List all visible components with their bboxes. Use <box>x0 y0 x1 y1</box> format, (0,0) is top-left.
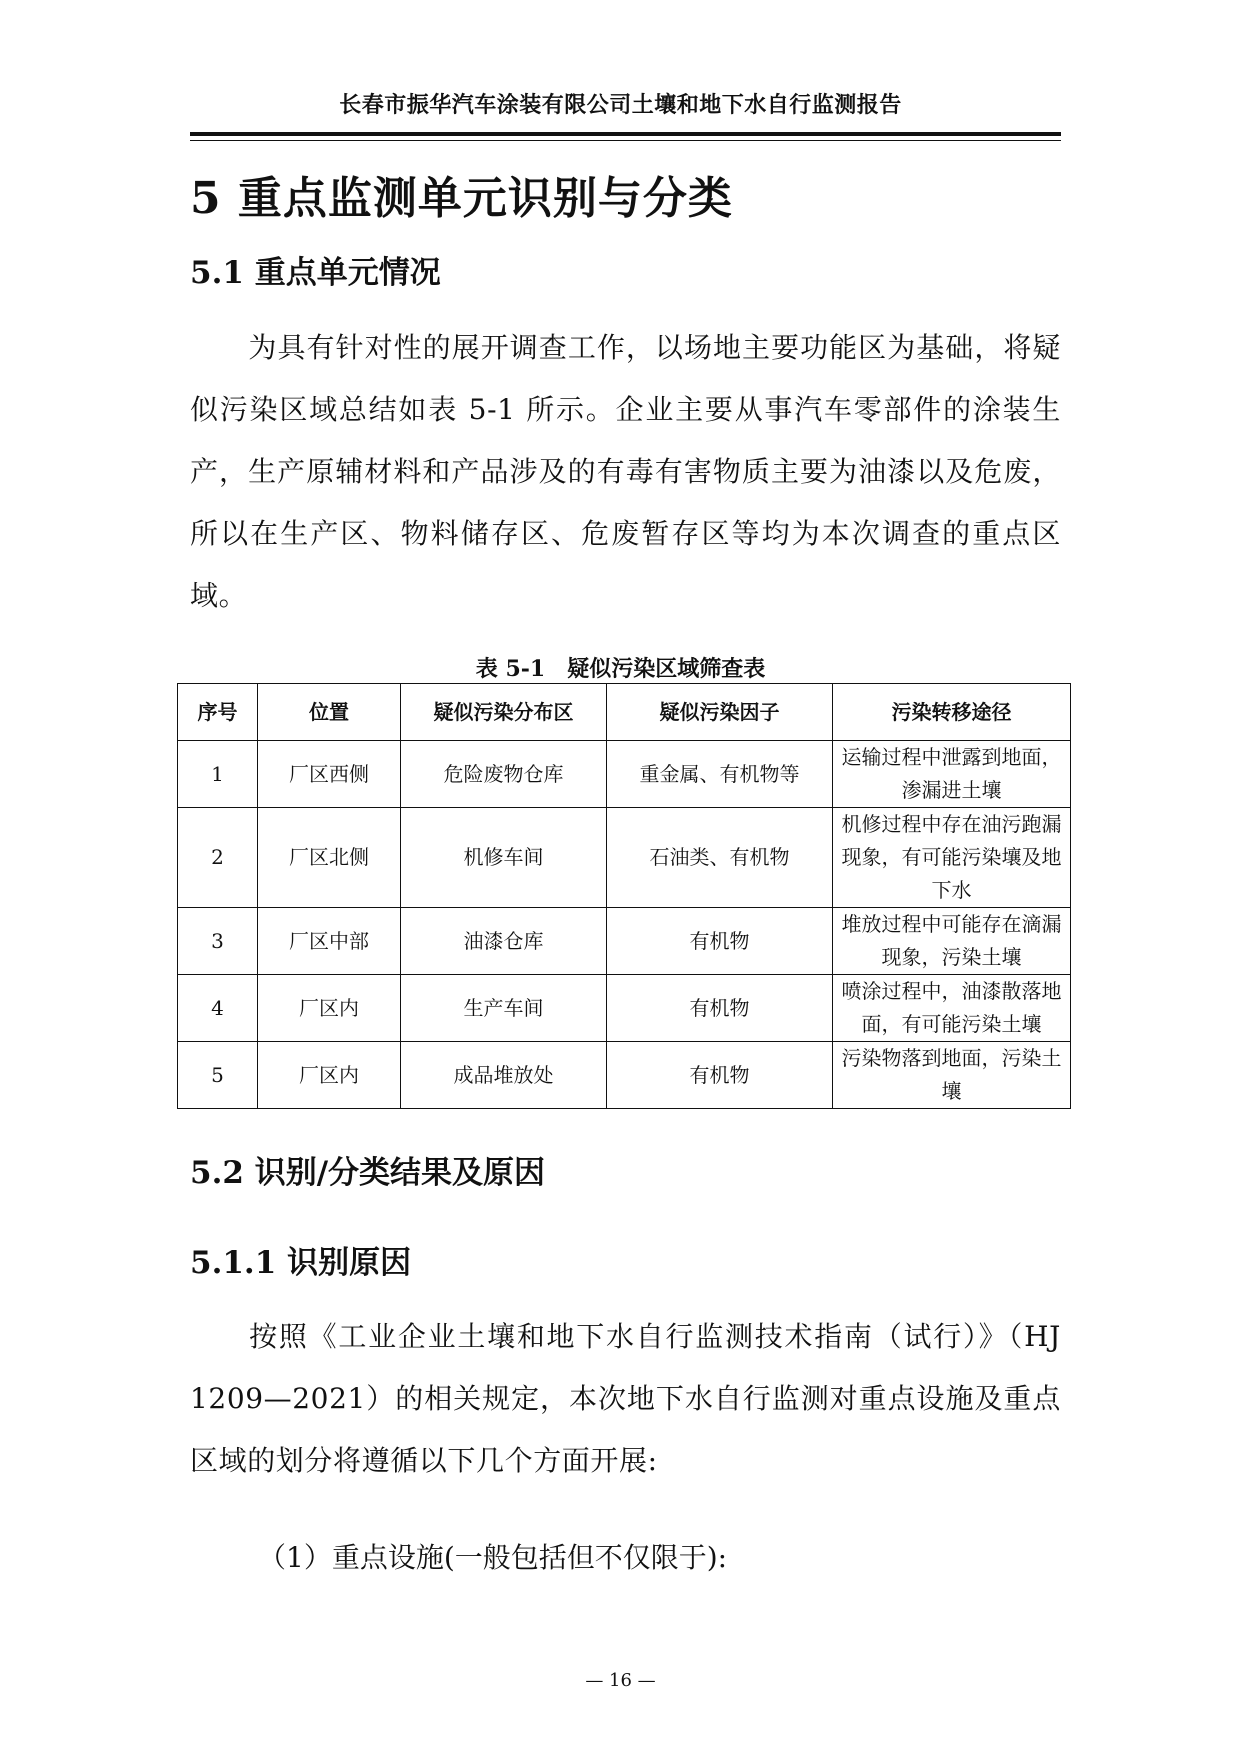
section-5-1-text: 为具有针对性的展开调查工作，以场地主要功能区为基础，将疑似污染区域总结如表 5-1 所示。企业主要从事汽车零部件的涂装生产，生产原辅材料和产品涉及的有毒有害物质主要为油漆以及危废，所以在生产区、物料储存区、危废暂存区等均为本次调查的重点区域。 <box>190 331 1061 612</box>
list-item-1: （1）重点设施(一般包括但不仅限于): <box>258 1541 728 1574</box>
table-cell: 4 <box>178 975 258 1042</box>
header-rule-thin <box>190 140 1061 141</box>
table-cell: 厂区北侧 <box>258 808 401 908</box>
table-row <box>178 975 1071 1042</box>
table-cell: 危险废物仓库 <box>401 741 607 808</box>
table-cell: 厂区内 <box>258 975 401 1042</box>
table-cell: 有机物 <box>607 975 833 1042</box>
table-cell: 有机物 <box>607 1042 833 1109</box>
section-heading-5-1-1: 5.1.1 识别原因 <box>190 1245 412 1281</box>
header-cell-pathway: 污染转移途径 <box>833 684 1071 741</box>
table-cell: 5 <box>178 1042 258 1109</box>
table-cell: 有机物 <box>607 908 833 975</box>
document-header-title: 长春市振华汽车涂装有限公司土壤和地下水自行监测报告 <box>339 93 902 118</box>
table-cell: 机修过程中存在油污跑漏现象，有可能污染壤及地下水 <box>833 808 1071 908</box>
header-rule-thick <box>190 132 1061 136</box>
table-cell: 厂区中部 <box>258 908 401 975</box>
table-cell: 1 <box>178 741 258 808</box>
table-row <box>178 908 1071 975</box>
table-cell: 厂区内 <box>258 1042 401 1109</box>
screening-table <box>177 683 1071 1109</box>
table-cell: 2 <box>178 808 258 908</box>
table-cell: 喷涂过程中，油漆散落地面，有可能污染土壤 <box>833 975 1071 1042</box>
table-caption: 表 5-1 疑似污染区域筛查表 <box>475 656 766 682</box>
section-heading-5-2: 5.2 识别/分类结果及原因 <box>190 1155 546 1191</box>
table-header-row <box>178 684 1071 741</box>
table-cell: 3 <box>178 908 258 975</box>
table-cell: 运输过程中泄露到地面，渗漏进土壤 <box>833 741 1071 808</box>
table-cell: 油漆仓库 <box>401 908 607 975</box>
table-cell: 石油类、有机物 <box>607 808 833 908</box>
chapter-heading: 5 重点监测单元识别与分类 <box>190 173 733 224</box>
section-5-1-paragraph <box>190 317 1061 627</box>
table-cell: 成品堆放处 <box>401 1042 607 1109</box>
section-5-1-1-text: 按照《工业企业土壤和地下水自行监测技术指南（试行）》（HJ 1209—2021）的相关规定，本次地下水自行监测对重点设施及重点区域的划分将遵循以下几个方面开展: <box>190 1320 1061 1477</box>
table-row <box>178 1042 1071 1109</box>
header-cell-factor: 疑似污染因子 <box>607 684 833 741</box>
header-cell-area: 疑似污染分布区 <box>401 684 607 741</box>
page-number: — 16 — <box>585 1670 656 1691</box>
header-cell-location: 位置 <box>258 684 401 741</box>
table-cell: 污染物落到地面，污染土壤 <box>833 1042 1071 1109</box>
table-cell: 机修车间 <box>401 808 607 908</box>
section-heading-5-1: 5.1 重点单元情况 <box>190 255 441 291</box>
table-cell: 生产车间 <box>401 975 607 1042</box>
table-cell: 重金属、有机物等 <box>607 741 833 808</box>
section-5-1-1-paragraph <box>190 1306 1061 1492</box>
table-row <box>178 741 1071 808</box>
header-cell-index: 序号 <box>178 684 258 741</box>
table-cell: 厂区西侧 <box>258 741 401 808</box>
table-row <box>178 808 1071 908</box>
table-cell: 堆放过程中可能存在滴漏现象，污染土壤 <box>833 908 1071 975</box>
